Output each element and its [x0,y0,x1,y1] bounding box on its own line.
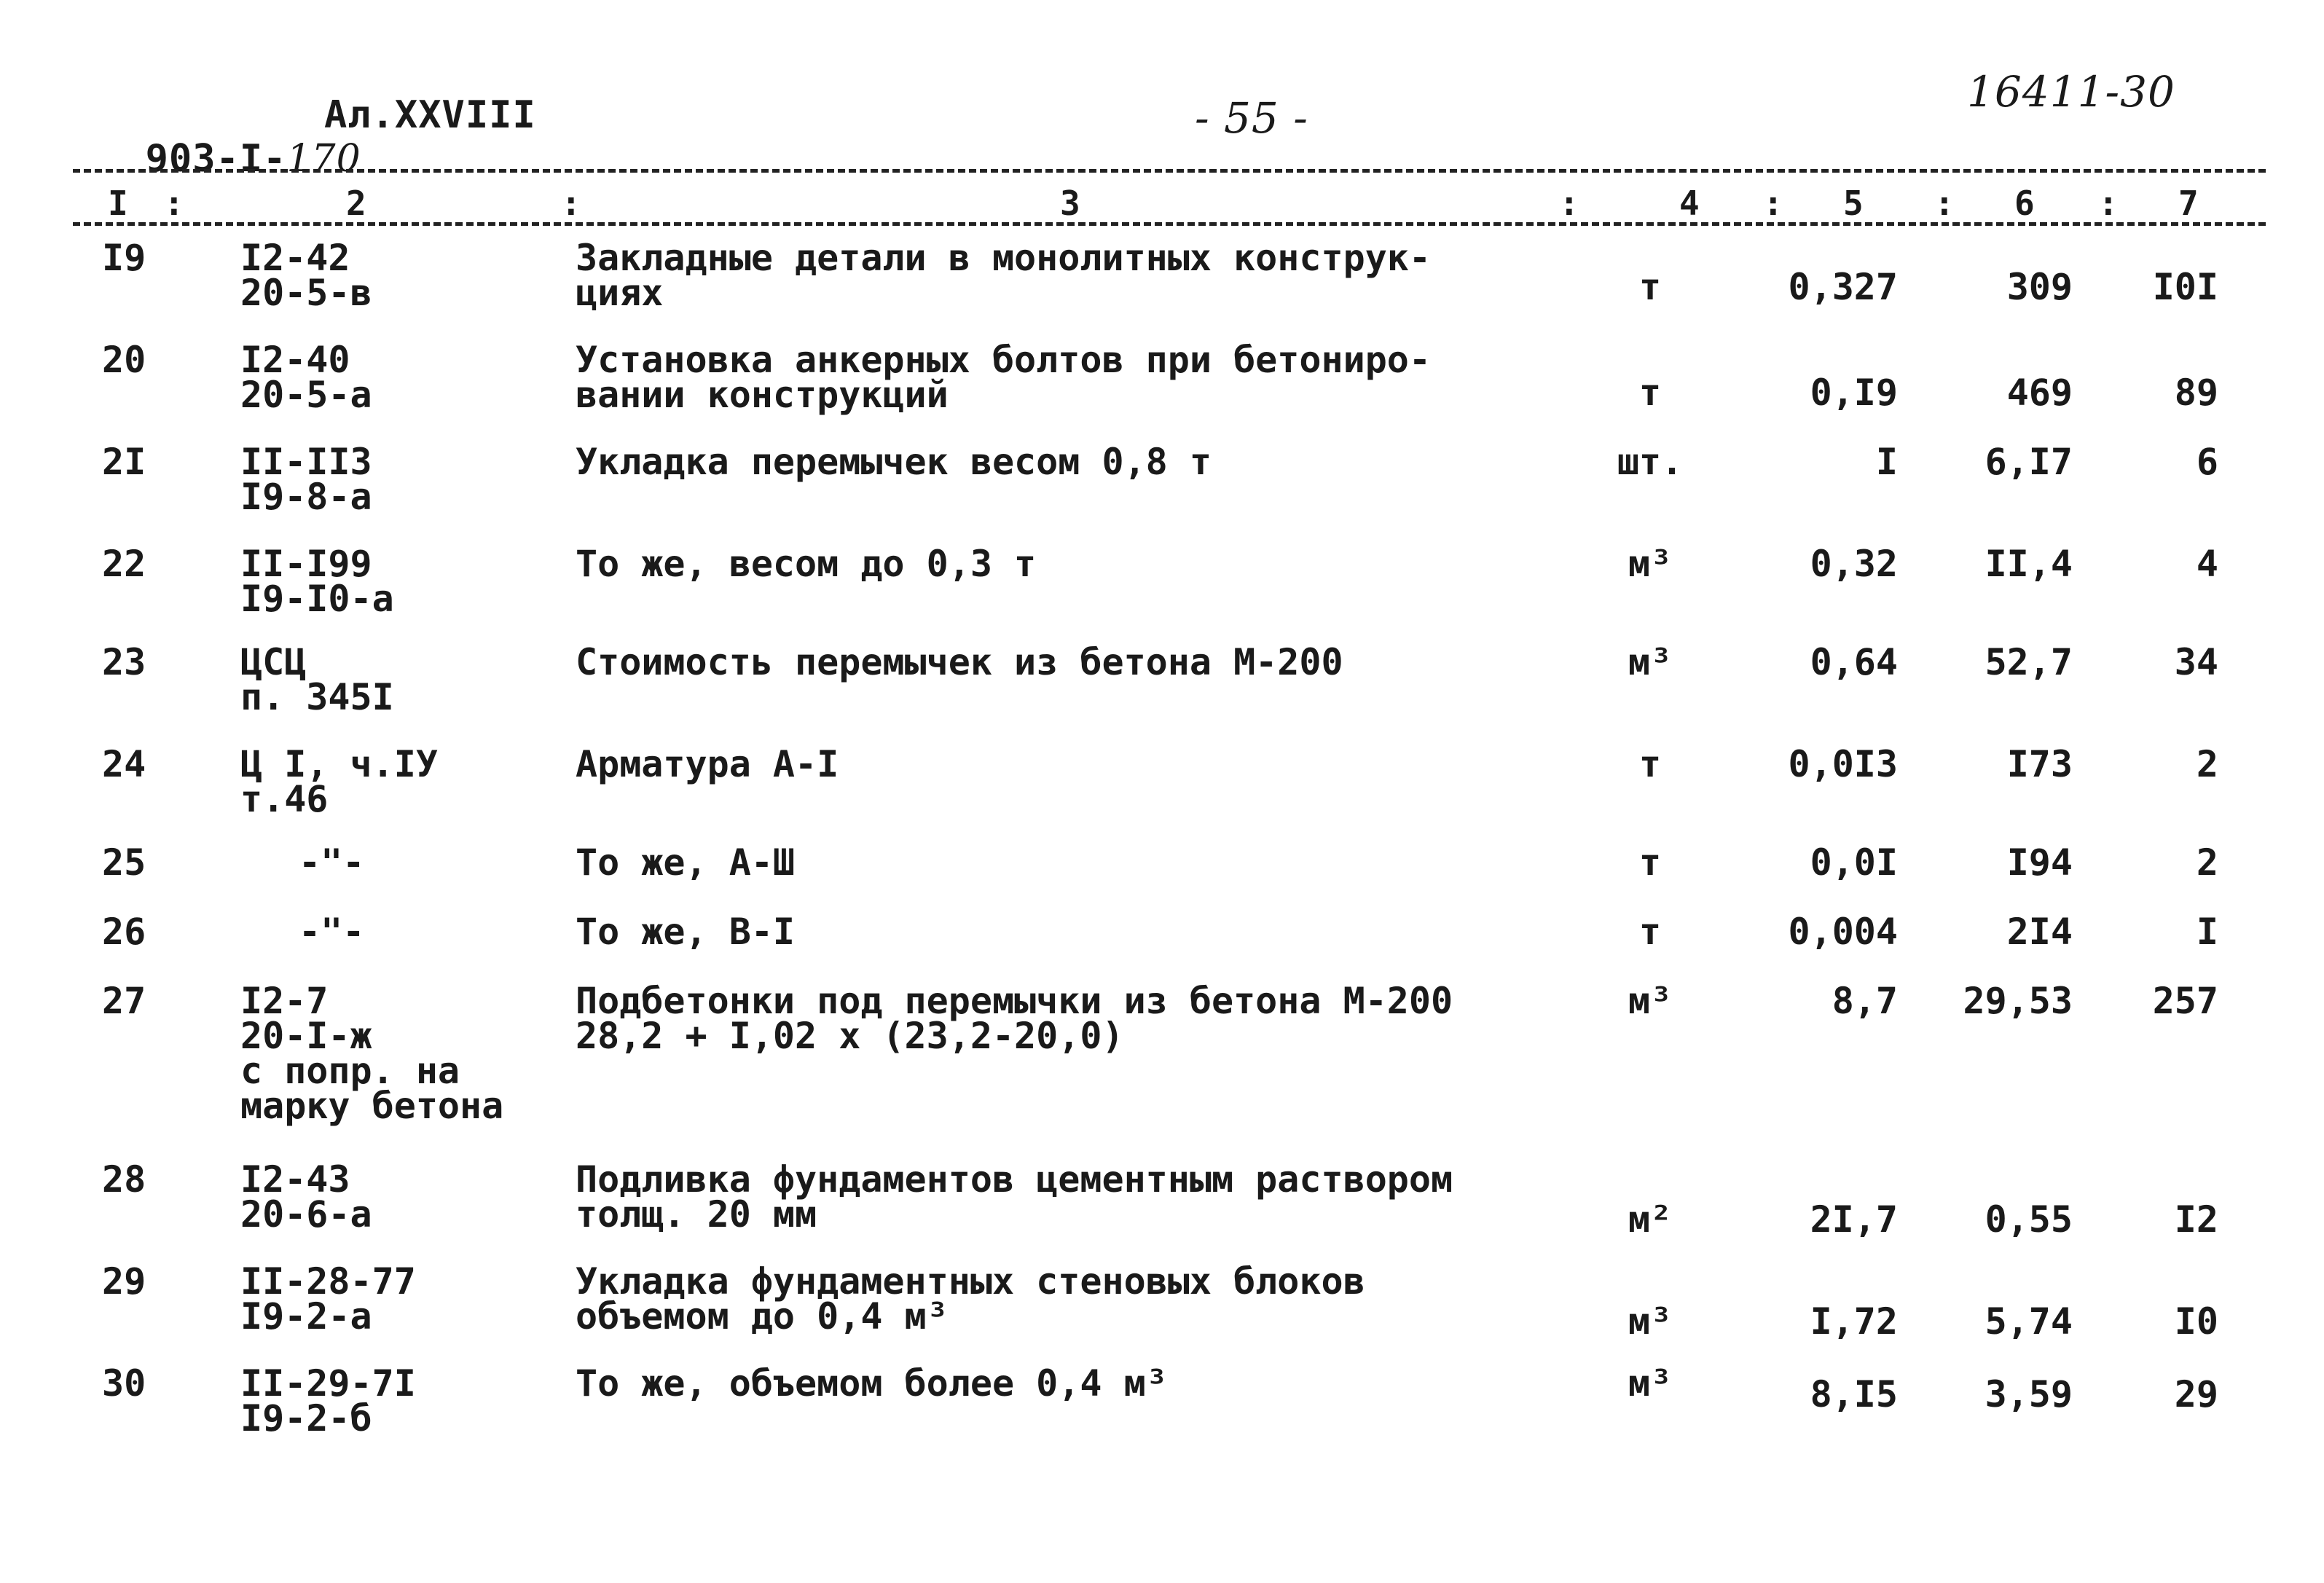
unit-of-measure: т [1638,372,1662,414]
total-cost: 4 [2196,543,2218,585]
quantity: I,72 [1810,1300,1898,1343]
unit-price: II,4 [1985,543,2073,585]
total-cost: I0I [2152,266,2218,308]
norm-code: II-29-7I [240,1362,416,1405]
unit-of-measure: т [1638,743,1662,785]
norm-code: II-II3 [240,441,372,483]
quantity: 8,I5 [1810,1373,1898,1415]
column-header-5: 5 [1843,184,1864,223]
norm-code: п. 345I [240,676,394,718]
norm-code: I2-7 [240,980,329,1022]
quantity: 0,327 [1788,266,1898,308]
column-header-7: 7 [2178,184,2199,223]
norm-code: I9-2-б [240,1397,372,1439]
row-number: 29 [102,1260,146,1303]
header-rule-top [73,169,2266,173]
row-number: 26 [102,911,146,953]
unit-price: 52,7 [1985,641,2073,683]
work-description: толщ. 20 мм [576,1193,817,1236]
unit-price: 6,I7 [1985,441,2073,483]
quantity: 2I,7 [1810,1198,1898,1241]
unit-of-measure: м³ [1628,980,1673,1022]
norm-code: 20-5-в [240,272,372,314]
quantity: 0,32 [1810,543,1898,585]
total-cost: 2 [2196,743,2218,785]
row-number: 20 [102,339,146,381]
column-separator: : [1559,184,1579,223]
quantity: 8,7 [1832,980,1898,1022]
quantity: 0,004 [1788,911,1898,953]
norm-code: 20-5-а [240,374,372,416]
work-description: Установка анкерных болтов при бетониро- [576,339,1431,381]
work-description: циях [576,272,664,314]
row-number: I9 [102,237,146,279]
total-cost: 6 [2196,441,2218,483]
work-description: То же, А-Ш [576,841,796,884]
norm-code: Ц I, ч.IУ [240,743,438,785]
row-number: 25 [102,841,146,884]
norm-code: -"- [299,911,365,953]
unit-of-measure: м³ [1628,1362,1673,1405]
column-separator: : [2098,184,2119,223]
row-number: 24 [102,743,146,785]
work-description: То же, В-I [576,911,796,953]
column-separator: : [561,184,581,223]
norm-code: II-28-77 [240,1260,416,1303]
row-number: 2I [102,441,146,483]
norm-code: 20-6-а [240,1193,372,1236]
column-header-1: I [108,184,128,223]
total-cost: 29 [2174,1373,2218,1415]
work-description: 28,2 + I,02 х (23,2-20,0) [576,1015,1124,1057]
total-cost: I [2196,911,2218,953]
work-description: объемом до 0,4 м³ [576,1295,949,1338]
document-code [98,93,361,181]
norm-code: I2-43 [240,1158,350,1201]
total-cost: 89 [2174,372,2218,414]
unit-of-measure: т [1638,841,1662,884]
quantity: I [1875,441,1898,483]
unit-price: 2I4 [2006,911,2073,953]
unit-of-measure: шт. [1617,441,1684,483]
norm-code: I2-42 [240,237,350,279]
unit-of-measure: м³ [1628,641,1673,683]
norm-code: т.46 [240,778,329,820]
row-number: 27 [102,980,146,1022]
norm-code: I2-40 [240,339,350,381]
document-code-printed: 903-I- [145,137,287,181]
work-description: Укладка перемычек весом 0,8 т [576,441,1212,483]
norm-code: I9-I0-а [240,578,394,620]
quantity: 0,64 [1810,641,1898,683]
work-description: То же, весом до 0,3 т [576,543,1037,585]
unit-of-measure: т [1638,266,1662,308]
quantity: 0,I9 [1810,372,1898,414]
total-cost: I2 [2174,1198,2218,1241]
unit-price: I94 [2006,841,2073,884]
work-description: вании конструкций [576,374,949,416]
column-separator: : [1763,184,1783,223]
unit-price: 309 [2006,266,2073,308]
column-header-2: 2 [346,184,366,223]
row-number: 23 [102,641,146,683]
archive-stamp: 16411-30 [1967,67,2175,117]
quantity: 0,0I [1810,841,1898,884]
total-cost: 257 [2152,980,2218,1022]
unit-price: 3,59 [1985,1373,2073,1415]
work-description: Арматура А-I [576,743,839,785]
norm-code: ЦСЦ [240,641,307,683]
row-number: 22 [102,543,146,585]
work-description: Закладные детали в монолитных конструк- [576,237,1431,279]
column-header-4: 4 [1679,184,1700,223]
norm-code: 20-I-ж [240,1015,372,1057]
norm-code: I9-2-а [240,1295,372,1338]
unit-price: 29,53 [1963,980,2073,1022]
unit-price: 0,55 [1985,1198,2073,1241]
row-number: 30 [102,1362,146,1405]
column-separator: : [164,184,184,223]
norm-code: II-I99 [240,543,372,585]
unit-of-measure: т [1638,911,1662,953]
column-header-3: 3 [1060,184,1080,223]
quantity: 0,0I3 [1788,743,1898,785]
unit-of-measure: м³ [1628,543,1673,585]
work-description: Укладка фундаментных стеновых блоков [576,1260,1365,1303]
total-cost: 34 [2174,641,2218,683]
norm-code: -"- [299,841,365,884]
work-description: То же, объемом более 0,4 м³ [576,1362,1168,1405]
total-cost: I0 [2174,1300,2218,1343]
document-code-handwritten: 170 [286,137,361,181]
column-separator: : [1934,184,1955,223]
norm-code: I9-8-а [240,476,372,518]
work-description: Подбетонки под перемычки из бетона М-200 [576,980,1453,1022]
album-label: Ал.XXVIII [324,93,536,137]
work-description: Подливка фундаментов цементным раствором [576,1158,1453,1201]
column-header-6: 6 [2014,184,2035,223]
work-description: Стоимость перемычек из бетона М-200 [576,641,1343,683]
row-number: 28 [102,1158,146,1201]
unit-of-measure: м² [1628,1198,1673,1241]
unit-price: 469 [2006,372,2073,414]
unit-price: I73 [2006,743,2073,785]
norm-code: с попр. на [240,1050,460,1092]
norm-code: марку бетона [240,1085,504,1127]
unit-of-measure: м³ [1628,1300,1673,1343]
unit-price: 5,74 [1985,1300,2073,1343]
total-cost: 2 [2196,841,2218,884]
page-number: - 55 - [1195,93,1308,143]
